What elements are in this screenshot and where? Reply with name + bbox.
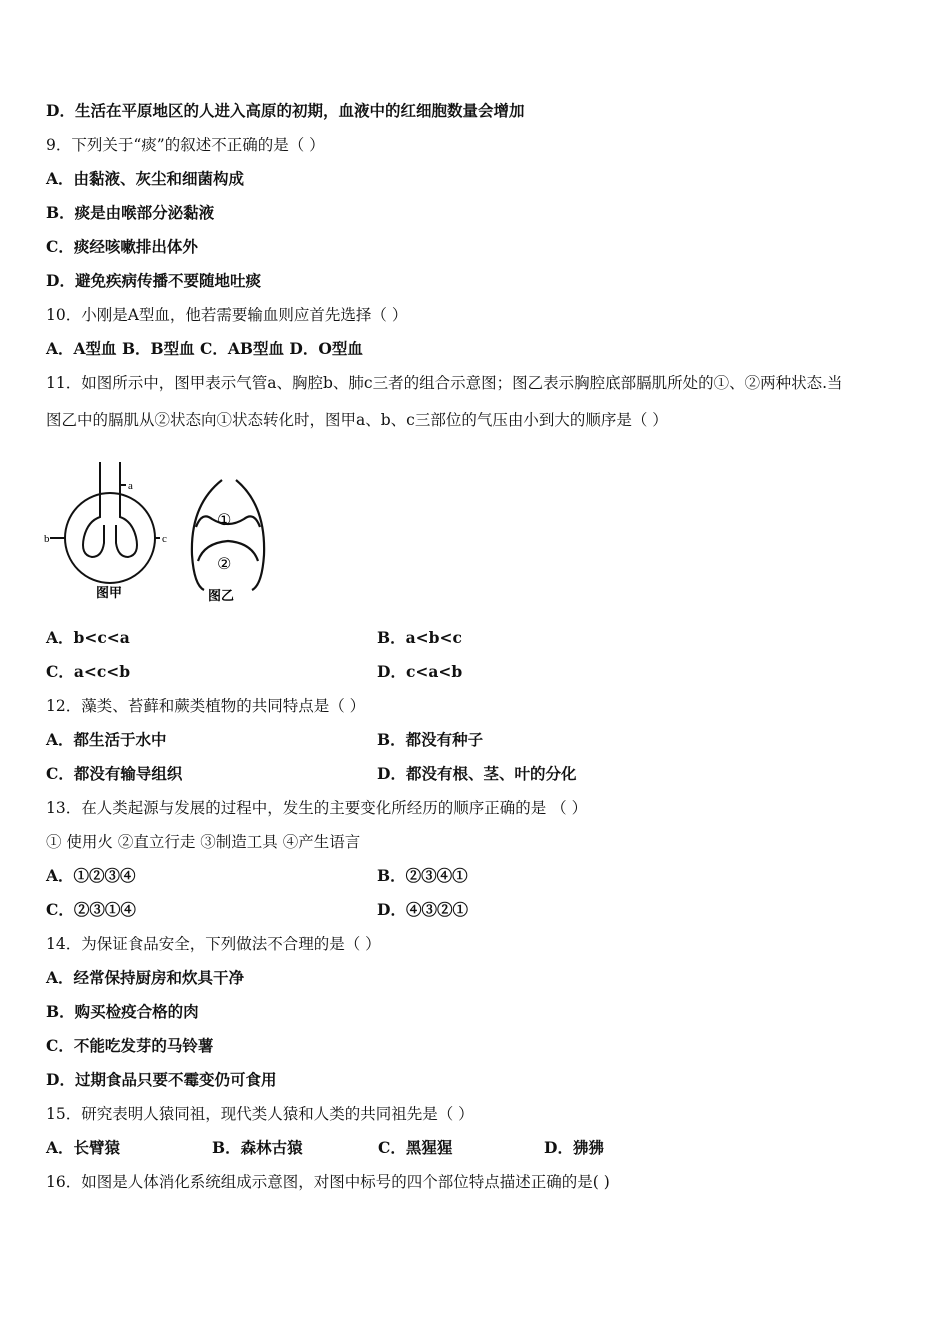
q13-stem: 13．在人类起源与发展的过程中，发生的主要变化所经历的顺序正确的是 （ ） [46,799,588,817]
q9-option-b: B．痰是由喉部分泌黏液 [46,203,215,222]
q11-figure [44,445,274,610]
label-c: c [162,533,167,545]
q15-stem: 15．研究表明人猿同祖，现代类人猿和人类的共同祖先是（ ） [46,1105,474,1123]
q10-stem: 10．小刚是A型血，他若需要输血则应首先选择（ ） [46,306,408,324]
q15-option-b: B．森林古猿 [212,1138,303,1157]
q12-option-c: C．都没有输导组织 [46,764,183,783]
q9-option-d: D．避免疾病传播不要随地吐痰 [46,271,261,290]
q11-stem-line1: 11．如图所示中，图甲表示气管a、胸腔b、肺c三者的组合示意图；图乙表示胸腔底部膈肌所处的①、②两种状态.当 [46,374,843,392]
q14-option-d: D．过期食品只要不霉变仍可食用 [46,1070,277,1089]
q15-option-d: D．狒狒 [544,1138,604,1157]
q12-option-d: D．都没有根、茎、叶的分化 [377,764,577,783]
q15-option-a: A．长臂猿 [46,1138,121,1157]
q13-option-d: D．④③②① [377,900,468,919]
figure-yi [192,480,264,590]
q11-option-d: D．c<a<b [377,662,463,681]
q11-option-c: C．a<c<b [46,662,131,681]
q14-option-a: A．经常保持厨房和炊具干净 [46,968,245,987]
q9-option-a: A．由黏液、灰尘和细菌构成 [46,169,245,188]
caption-jia: 图甲 [96,586,123,601]
caption-yi: 图乙 [208,589,235,604]
q8-option-d: D．生活在平原地区的人进入高原的初期，血液中的红细胞数量会增加 [46,101,525,120]
state-1: ① [217,510,232,529]
q14-option-b: B．购买检疫合格的肉 [46,1002,199,1021]
q14-option-c: C．不能吃发芽的马铃薯 [46,1036,214,1055]
q13-items: ① 使用火 ②直立行走 ③制造工具 ④产生语言 [46,833,361,851]
label-a: a [128,480,133,492]
q12-stem: 12．藻类、苔藓和蕨类植物的共同特点是（ ） [46,697,366,715]
q9-stem: 9．下列关于“痰”的叙述不正确的是（ ） [46,136,325,154]
q12-option-b: B．都没有种子 [377,730,484,749]
q10-options: A．A型血 B．B型血 C．AB型血 D．O型血 [46,339,363,358]
q16-stem: 16．如图是人体消化系统组成示意图，对图中标号的四个部位特点描述正确的是( ) [46,1173,610,1191]
q14-stem: 14．为保证食品安全，下列做法不合理的是（ ） [46,935,381,953]
label-b: b [44,533,50,545]
q11-option-b: B．a<b<c [377,628,462,647]
q13-option-a: A．①②③④ [46,866,136,885]
q15-options [46,1138,604,1158]
q12-option-a: A．都生活于水中 [46,730,167,749]
q11-stem-line2: 图乙中的膈肌从②状态向①状态转化时，图甲a、b、c三部位的气压由小到大的顺序是（ ） [46,411,668,429]
q13-option-c: C．②③①④ [46,900,136,919]
figure-jia [50,462,160,583]
q9-option-c: C．痰经咳嗽排出体外 [46,237,198,256]
q13-option-b: B．②③④① [377,866,468,885]
q11-option-a: A．b<c<a [46,628,130,647]
q15-option-c: C．黑猩猩 [378,1138,453,1157]
state-2: ② [217,554,232,573]
